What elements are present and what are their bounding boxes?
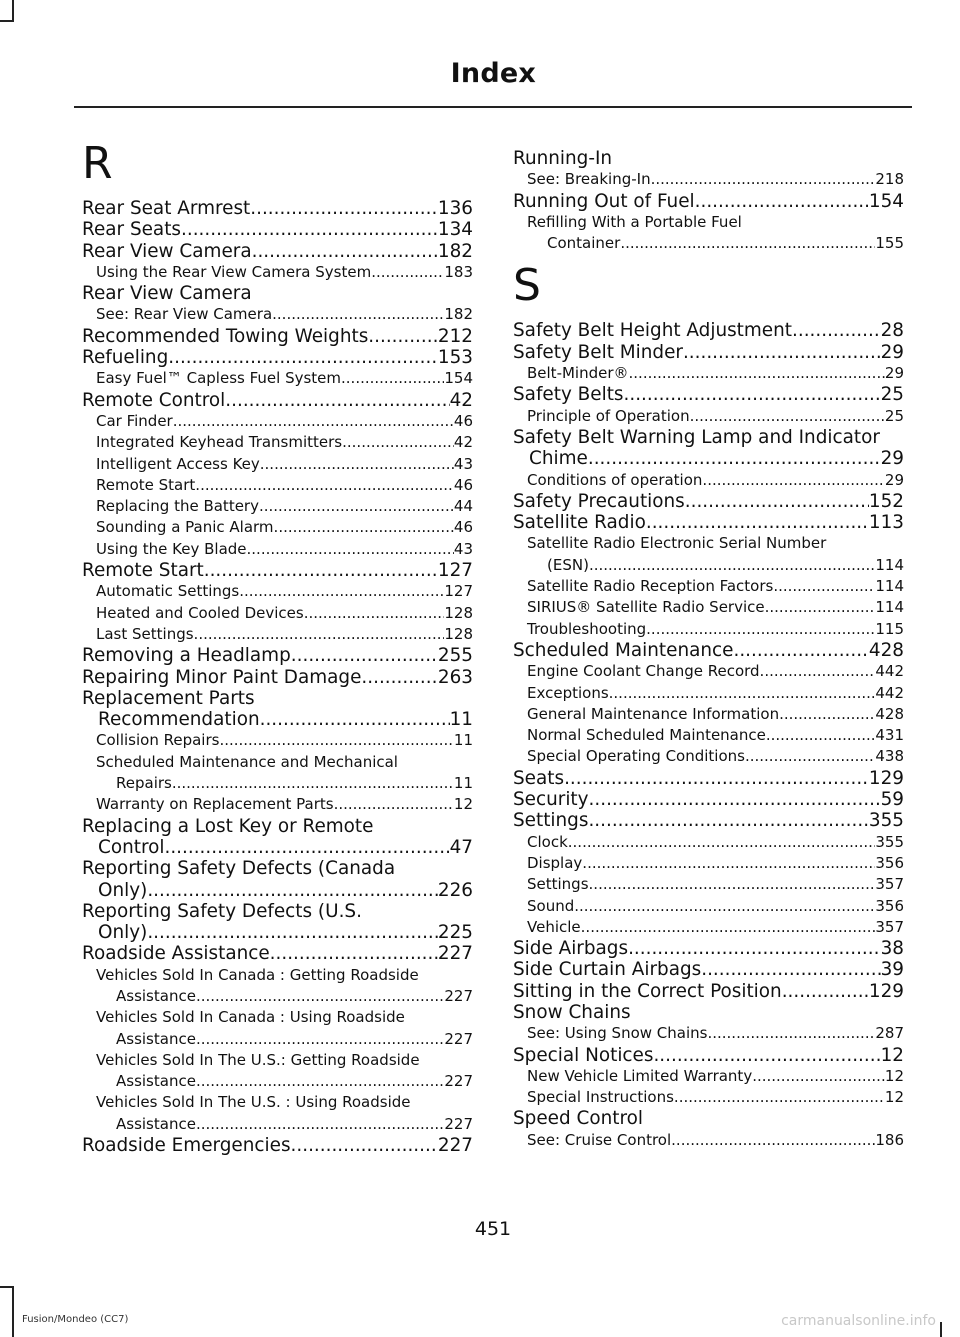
- index-subentry[interactable]: Vehicles Sold In Canada : Using Roadside Assistance ..... 227: [82, 1007, 473, 1050]
- crop-mark: [940, 1322, 942, 1337]
- index-subentry[interactable]: Collision Repairs ..... 11: [82, 730, 473, 751]
- index-entry[interactable]: Safety Belt Height Adjustment ..... 28: [513, 320, 904, 341]
- index-entry[interactable]: Roadside Emergencies ..... 227: [82, 1135, 473, 1156]
- index-subentry[interactable]: See: Breaking-In ..... 218: [513, 169, 904, 190]
- index-subentry[interactable]: Automatic Settings ..... 127: [82, 581, 473, 602]
- index-subentry[interactable]: Vehicles Sold In Canada : Getting Roadside Assistance ..... 227: [82, 965, 473, 1008]
- index-subentry[interactable]: Replacing the Battery ..... 44: [82, 496, 473, 517]
- index-subentry[interactable]: Conditions of operation ..... 29: [513, 470, 904, 491]
- crop-mark: [0, 1286, 14, 1288]
- index-subentry[interactable]: Using the Key Blade ..... 43: [82, 539, 473, 560]
- index-subentry[interactable]: Belt-Minder® ..... 29: [513, 363, 904, 384]
- index-entry[interactable]: Seats ..... 129: [513, 768, 904, 789]
- index-subentry[interactable]: Exceptions ..... 442: [513, 683, 904, 704]
- index-subentry[interactable]: Intelligent Access Key ..... 43: [82, 454, 473, 475]
- index-column-left: [82, 138, 473, 1156]
- index-entry-heading: Running-In: [513, 148, 613, 169]
- index-subentry[interactable]: Satellite Radio Electronic Serial Number (ESN) ..... 114: [513, 533, 904, 576]
- index-subentry[interactable]: Last Settings ..... 128: [82, 624, 473, 645]
- index-entry[interactable]: Settings ..... 355: [513, 810, 904, 831]
- index-subentry[interactable]: Car Finder ..... 46: [82, 411, 473, 432]
- index-subentry[interactable]: Integrated Keyhead Transmitters ..... 42: [82, 432, 473, 453]
- page-title: Index: [450, 58, 536, 89]
- index-subentry[interactable]: See: Cruise Control ..... 186: [513, 1130, 904, 1151]
- index-entry-heading: Rear View Camera: [82, 283, 252, 305]
- index-entry[interactable]: Rear Seats ..... 134: [82, 219, 473, 240]
- title-rule: [74, 106, 912, 108]
- index-subentry[interactable]: Display ..... 356: [513, 853, 904, 874]
- index-entry-heading: Speed Control: [513, 1108, 643, 1130]
- index-entry[interactable]: Replacement Parts Recommendation ..... 11: [82, 688, 473, 731]
- index-entry[interactable]: Reporting Safety Defects (Canada Only) ..... 226: [82, 858, 473, 901]
- index-entry[interactable]: Scheduled Maintenance ..... 428: [513, 640, 904, 661]
- index-entry[interactable]: Replacing a Lost Key or Remote Control ..... 47: [82, 816, 473, 859]
- index-entry[interactable]: Safety Precautions ..... 152: [513, 491, 904, 512]
- index-entry[interactable]: Removing a Headlamp ..... 255: [82, 645, 473, 666]
- index-entry[interactable]: Sitting in the Correct Position ..... 129: [513, 981, 904, 1002]
- index-subentry[interactable]: Principle of Operation ..... 25: [513, 406, 904, 427]
- index-entry[interactable]: Rear View Camera ..... 182: [82, 241, 473, 262]
- index-entry[interactable]: Safety Belts ..... 25: [513, 384, 904, 405]
- index-subentry[interactable]: Refilling With a Portable Fuel Container ..... 155: [513, 212, 904, 255]
- index-subentry[interactable]: Remote Start ..... 46: [82, 475, 473, 496]
- index-entry[interactable]: Remote Start ..... 127: [82, 560, 473, 581]
- index-subentry[interactable]: Settings ..... 357: [513, 874, 904, 895]
- index-subentry[interactable]: See: Rear View Camera ..... 182: [82, 304, 473, 325]
- index-entry[interactable]: Running Out of Fuel ..... 154: [513, 191, 904, 212]
- index-subentry[interactable]: SIRIUS® Satellite Radio Service ..... 114: [513, 597, 904, 618]
- index-subentry[interactable]: Engine Coolant Change Record ..... 442: [513, 661, 904, 682]
- index-subentry[interactable]: Troubleshooting ..... 115: [513, 619, 904, 640]
- index-entry[interactable]: Recommended Towing Weights ..... 212: [82, 326, 473, 347]
- index-subentry[interactable]: See: Using Snow Chains ..... 287: [513, 1023, 904, 1044]
- index-subentry[interactable]: Heated and Cooled Devices ..... 128: [82, 603, 473, 624]
- index-subentry[interactable]: Scheduled Maintenance and Mechanical Repairs ..... 11: [82, 752, 473, 795]
- index-subentry[interactable]: Special Operating Conditions ..... 438: [513, 746, 904, 767]
- index-subentry[interactable]: Sound ..... 356: [513, 896, 904, 917]
- crop-mark: [12, 1287, 14, 1337]
- crop-mark: [12, 0, 14, 20]
- index-subentry[interactable]: Vehicle ..... 357: [513, 917, 904, 938]
- index-column-right: [513, 148, 904, 1151]
- watermark: carmanualsonline.info: [781, 1313, 936, 1329]
- index-entry[interactable]: Reporting Safety Defects (U.S. Only) ..... 225: [82, 901, 473, 944]
- index-subentry[interactable]: New Vehicle Limited Warranty ..... 12: [513, 1066, 904, 1087]
- index-entry[interactable]: Roadside Assistance ..... 227: [82, 943, 473, 964]
- index-subentry[interactable]: Satellite Radio Reception Factors ..... 114: [513, 576, 904, 597]
- section-letter: S: [513, 260, 541, 312]
- index-subentry[interactable]: Vehicles Sold In The U.S.: Getting Roadside Assistance ..... 227: [82, 1050, 473, 1093]
- index-entry[interactable]: Side Airbags ..... 38: [513, 938, 904, 959]
- index-subentry[interactable]: Easy Fuel™ Capless Fuel System ..... 154: [82, 368, 473, 389]
- index-entry[interactable]: Safety Belt Warning Lamp and Indicator Chime ..... 29: [513, 427, 904, 470]
- page-number: 451: [474, 1218, 512, 1240]
- footer-model-code: Fusion/Mondeo (CC7): [22, 1314, 129, 1325]
- index-entry[interactable]: Safety Belt Minder ..... 29: [513, 342, 904, 363]
- index-subentry[interactable]: Special Instructions ..... 12: [513, 1087, 904, 1108]
- index-entry[interactable]: Special Notices ..... 12: [513, 1045, 904, 1066]
- index-entry-heading: Snow Chains: [513, 1001, 631, 1023]
- index-entry[interactable]: Remote Control ..... 42: [82, 390, 473, 411]
- crop-mark: [0, 20, 14, 22]
- index-entry[interactable]: Rear Seat Armrest ..... 136: [82, 198, 473, 219]
- index-entry[interactable]: Refueling ..... 153: [82, 347, 473, 368]
- section-letter: R: [82, 138, 113, 189]
- index-subentry[interactable]: Vehicles Sold In The U.S. : Using Roadside Assistance ..... 227: [82, 1092, 473, 1135]
- index-subentry[interactable]: Sounding a Panic Alarm ..... 46: [82, 517, 473, 538]
- index-subentry[interactable]: Normal Scheduled Maintenance ..... 431: [513, 725, 904, 746]
- index-subentry[interactable]: Using the Rear View Camera System ..... 183: [82, 262, 473, 283]
- index-entry[interactable]: Security ..... 59: [513, 789, 904, 810]
- index-entry[interactable]: Satellite Radio ..... 113: [513, 512, 904, 533]
- index-entry[interactable]: Repairing Minor Paint Damage ..... 263: [82, 667, 473, 688]
- index-subentry[interactable]: Clock ..... 355: [513, 832, 904, 853]
- index-subentry[interactable]: Warranty on Replacement Parts ..... 12: [82, 794, 473, 815]
- index-subentry[interactable]: General Maintenance Information ..... 428: [513, 704, 904, 725]
- index-entry[interactable]: Side Curtain Airbags ..... 39: [513, 959, 904, 980]
